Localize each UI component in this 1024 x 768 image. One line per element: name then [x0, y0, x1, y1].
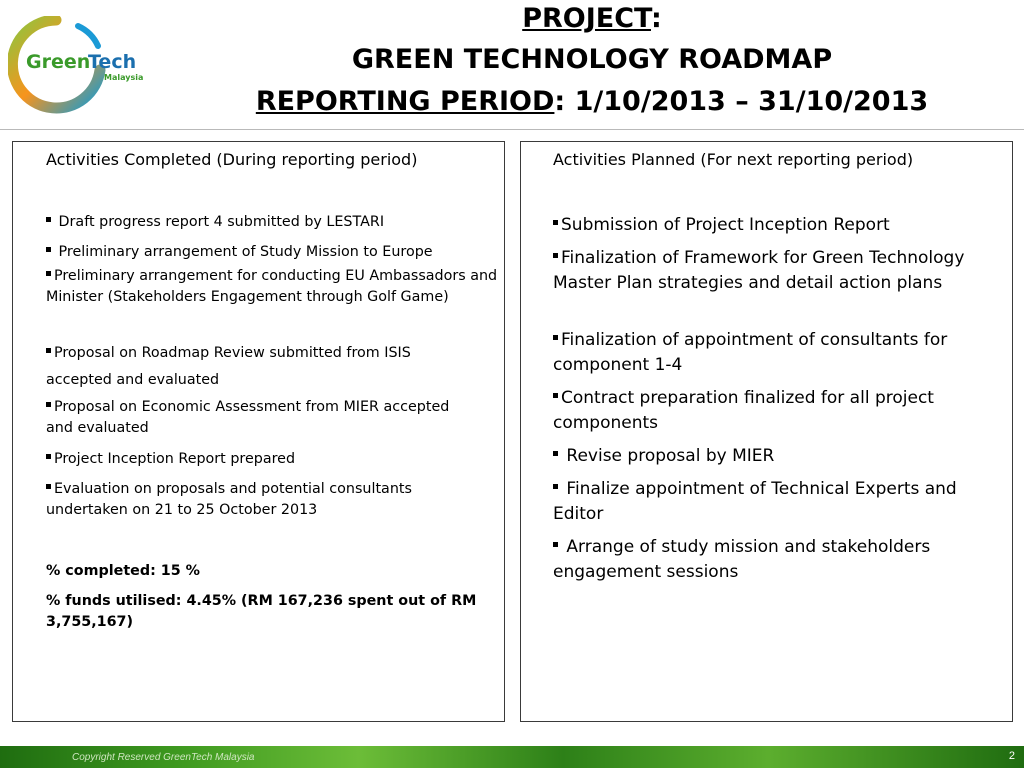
title-divider [0, 129, 1024, 130]
svg-text:Tech: Tech [88, 51, 137, 73]
list-item: Project Inception Report prepared [46, 449, 496, 470]
bullet-icon [46, 217, 51, 222]
bullet-icon [553, 542, 558, 547]
bullet-icon [553, 253, 558, 258]
project-colon: : [650, 3, 662, 34]
bullet-icon [46, 454, 51, 459]
bullet-icon [553, 451, 558, 456]
list-item: Revise proposal by MIER [553, 444, 1003, 469]
bullet-icon [553, 220, 558, 225]
title-project-line [160, 2, 1024, 36]
slide-title [160, 2, 1024, 120]
list-item: Proposal on Roadmap Review submitted from ISIS accepted and evaluated [46, 345, 411, 388]
page-number: 2 [1008, 750, 1015, 762]
list-item: Finalization of Framework for Green Technology Master Plan strategies and detail action plans [553, 248, 965, 293]
period-label: REPORTING PERIOD [255, 86, 555, 117]
project-name: GREEN TECHNOLOGY ROADMAP [351, 44, 833, 75]
greentech-logo [8, 16, 156, 114]
bullet-icon [46, 247, 51, 252]
bullet-icon [553, 335, 558, 340]
footer-bar [0, 746, 1024, 768]
list-item: Finalization of appointment of consultants for component 1-4 [553, 330, 948, 375]
list-item: Contract preparation finalized for all project components [553, 388, 934, 433]
reporting-period [160, 84, 1024, 120]
list-item: Finalize appointment of Technical Experts and Editor [553, 479, 957, 524]
percent-completed: % completed: 15 % [46, 563, 200, 579]
list-item: Draft progress report 4 submitted by LESTARI [46, 212, 496, 233]
bullet-icon [46, 402, 51, 407]
funds-utilised: % funds utilised: 4.45% (RM 167,236 spent out of RM 3,755,167) [46, 593, 477, 630]
bullet-icon [553, 484, 558, 489]
list-item: Submission of Project Inception Report [553, 213, 1003, 238]
bullet-icon [46, 271, 51, 276]
bullet-icon [46, 484, 51, 489]
activities-completed-heading: Activities Completed (During reporting period) [46, 150, 418, 169]
activities-completed-panel [12, 141, 505, 722]
bullet-icon [553, 393, 558, 398]
period-value: : 1/10/2013 – 31/10/2013 [554, 86, 929, 117]
activities-planned-panel [520, 141, 1013, 722]
list-item: Arrange of study mission and stakeholders engagement sessions [553, 537, 931, 582]
list-item: Evaluation on proposals and potential consultants undertaken on 21 to 25 October 2013 [46, 481, 412, 518]
activities-planned-heading: Activities Planned (For next reporting period) [553, 150, 914, 169]
bullet-icon [46, 348, 51, 353]
list-item: Preliminary arrangement of Study Mission to Europe [46, 242, 496, 263]
svg-text:Malaysia: Malaysia [104, 73, 144, 82]
project-label: PROJECT [522, 3, 651, 34]
list-item: Proposal on Economic Assessment from MIER accepted and evaluated [46, 399, 450, 436]
list-item: Preliminary arrangement for conducting EU Ambassadors and Minister (Stakeholders Engagement through Golf Game) [46, 268, 498, 305]
copyright-text: Copyright Reserved GreenTech Malaysia [72, 752, 255, 763]
svg-text:Green: Green [26, 51, 91, 73]
